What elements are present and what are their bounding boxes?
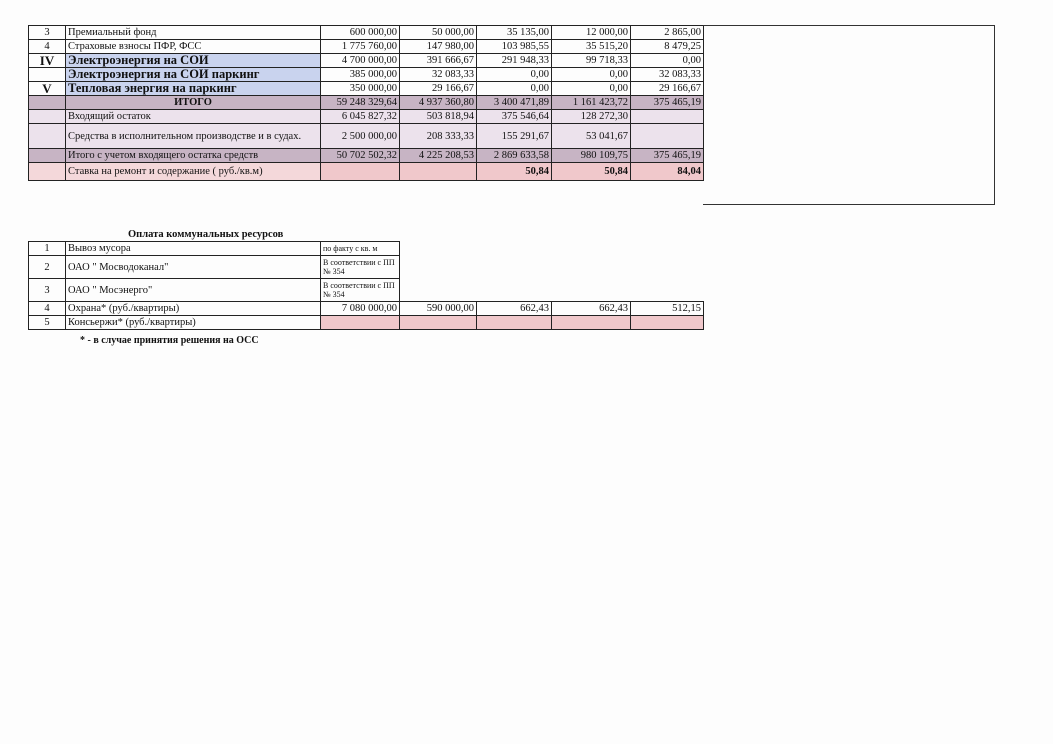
value-cell: 291 948,33 [477,54,552,68]
row-index [29,163,66,181]
value-cell: 99 718,33 [552,54,631,68]
value-cell: 503 818,94 [400,110,477,124]
value-cell [631,256,704,279]
value-cell: 50,84 [477,163,552,181]
value-cell: 50 000,00 [400,26,477,40]
value-cell [400,256,477,279]
table-row [29,68,704,82]
row-label: Тепловая энергия на паркинг [66,82,321,96]
frame-line [994,25,995,205]
row-label: Электроэнергия на СОИ [66,54,321,68]
value-cell [400,163,477,181]
row-label: ИТОГО [66,96,321,110]
value-cell: по факту с кв. м [321,242,400,256]
value-cell: 29 166,67 [631,82,704,96]
value-cell: 350 000,00 [321,82,400,96]
row-index: 3 [29,279,66,302]
value-cell: 0,00 [552,68,631,82]
table-row [29,302,704,316]
value-cell: 3 400 471,89 [477,96,552,110]
value-cell: 4 700 000,00 [321,54,400,68]
value-cell [631,316,704,330]
value-cell: 32 083,33 [400,68,477,82]
table-row [29,54,704,68]
row-index: 3 [29,26,66,40]
value-cell [631,242,704,256]
value-cell: 2 869 633,58 [477,149,552,163]
value-cell: 7 080 000,00 [321,302,400,316]
value-cell [400,279,477,302]
row-label: Премиальный фонд [66,26,321,40]
value-cell: 375 465,19 [631,149,704,163]
row-label: Электроэнергия на СОИ паркинг [66,68,321,82]
table-row [29,316,704,330]
value-cell: 385 000,00 [321,68,400,82]
table-row [29,149,704,163]
value-cell [321,163,400,181]
value-cell: 35 135,00 [477,26,552,40]
value-cell: 155 291,67 [477,124,552,149]
row-label: Вывоз мусора [66,242,321,256]
value-cell [552,256,631,279]
row-label: Итого с учетом входящего остатка средств [66,149,321,163]
value-cell: 147 980,00 [400,40,477,54]
value-cell [400,316,477,330]
value-cell: 2 500 000,00 [321,124,400,149]
value-cell [631,279,704,302]
value-cell: 600 000,00 [321,26,400,40]
table-row [29,279,704,302]
value-cell: 128 272,30 [552,110,631,124]
row-index: 4 [29,302,66,316]
value-cell: В соответствии с ПП № 354 [321,256,400,279]
value-cell: 662,43 [552,302,631,316]
value-cell: 0,00 [631,54,704,68]
value-cell [400,242,477,256]
value-cell: 512,15 [631,302,704,316]
row-label: ОАО " Мосводоканал" [66,256,321,279]
value-cell: 590 000,00 [400,302,477,316]
value-cell: 2 865,00 [631,26,704,40]
value-cell: В соответствии с ПП № 354 [321,279,400,302]
value-cell: 50 702 502,32 [321,149,400,163]
value-cell: 375 465,19 [631,96,704,110]
section-title: Оплата коммунальных ресурсов [128,229,284,240]
value-cell: 32 083,33 [631,68,704,82]
row-index [29,124,66,149]
row-label: Средства в исполнительном производстве и в судах. [66,124,321,149]
table-row [29,163,704,181]
row-label: Охрана* (руб./квартиры) [66,302,321,316]
value-cell: 6 045 827,32 [321,110,400,124]
value-cell [477,316,552,330]
table-row [29,26,704,40]
row-index: 2 [29,256,66,279]
value-cell [477,242,552,256]
value-cell: 35 515,20 [552,40,631,54]
value-cell: 53 041,67 [552,124,631,149]
row-index: 1 [29,242,66,256]
value-cell: 391 666,67 [400,54,477,68]
value-cell: 980 109,75 [552,149,631,163]
table-row [29,82,704,96]
value-cell: 0,00 [477,68,552,82]
row-label: Входящий остаток [66,110,321,124]
value-cell: 0,00 [477,82,552,96]
frame-line [703,204,995,205]
utilities-table [28,241,704,330]
value-cell: 662,43 [477,302,552,316]
footnote: * - в случае принятия решения на ОСС [80,335,259,346]
value-cell: 0,00 [552,82,631,96]
row-index: IV [29,54,66,68]
row-index [29,68,66,82]
budget-table [28,25,704,181]
frame-line [703,25,994,26]
row-label: Страховые взносы ПФР, ФСС [66,40,321,54]
row-label: Консьержи* (руб./квартиры) [66,316,321,330]
table-row [29,110,704,124]
value-cell [631,110,704,124]
value-cell: 12 000,00 [552,26,631,40]
value-cell: 4 937 360,80 [400,96,477,110]
row-index: V [29,82,66,96]
value-cell: 29 166,67 [400,82,477,96]
value-cell: 84,04 [631,163,704,181]
value-cell: 59 248 329,64 [321,96,400,110]
row-index [29,96,66,110]
table-row [29,96,704,110]
value-cell: 8 479,25 [631,40,704,54]
value-cell: 103 985,55 [477,40,552,54]
row-index [29,110,66,124]
table-row [29,242,704,256]
table-row [29,124,704,149]
table-row [29,256,704,279]
table-row [29,40,704,54]
row-index [29,149,66,163]
value-cell: 375 546,64 [477,110,552,124]
value-cell: 1 161 423,72 [552,96,631,110]
value-cell [477,256,552,279]
row-label: ОАО " Мосэнерго" [66,279,321,302]
row-index: 4 [29,40,66,54]
value-cell [552,279,631,302]
value-cell: 50,84 [552,163,631,181]
row-label: Ставка на ремонт и содержание ( руб./кв.м) [66,163,321,181]
value-cell [631,124,704,149]
value-cell: 1 775 760,00 [321,40,400,54]
value-cell: 4 225 208,53 [400,149,477,163]
row-index: 5 [29,316,66,330]
value-cell [477,279,552,302]
value-cell [552,316,631,330]
value-cell [552,242,631,256]
value-cell [321,316,400,330]
value-cell: 208 333,33 [400,124,477,149]
